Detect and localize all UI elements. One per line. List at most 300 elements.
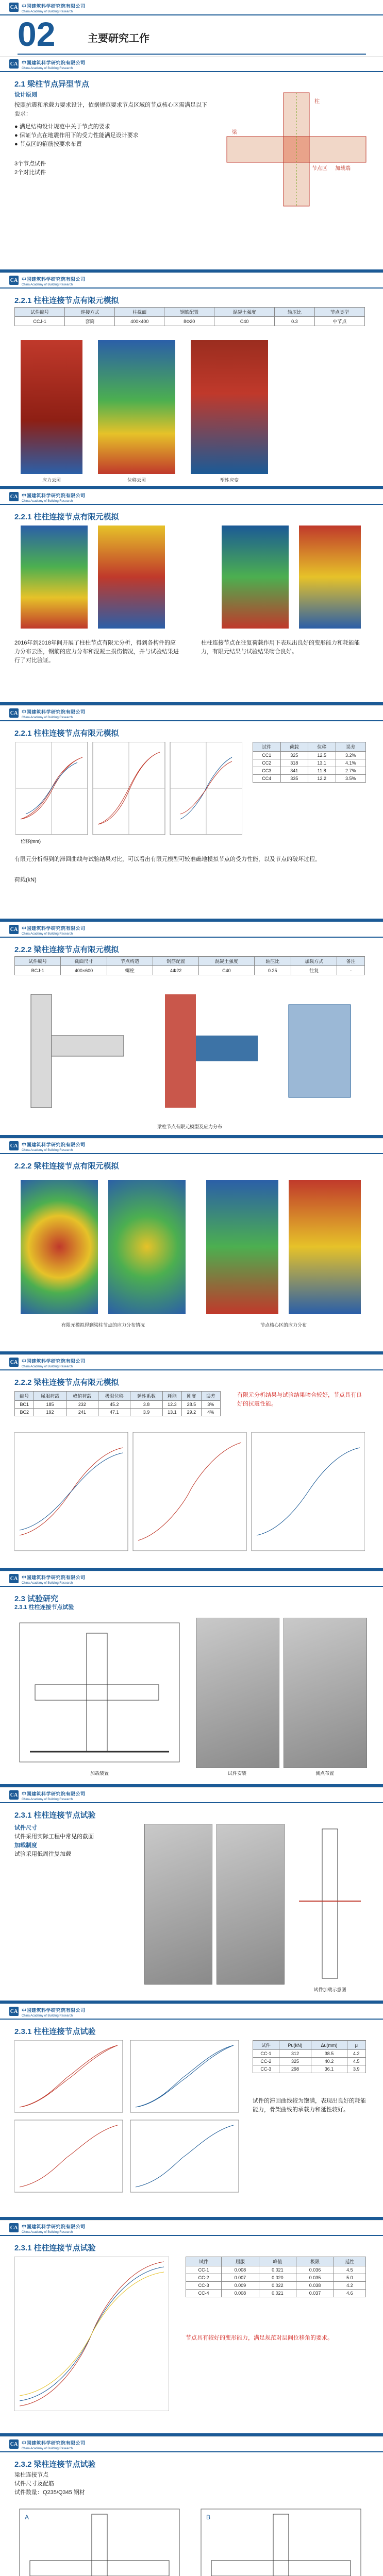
label-a: A — [25, 2514, 29, 2521]
caption-right: 节点核心区的应力分布 — [260, 1323, 307, 1328]
table-cell: 0.035 — [296, 2274, 334, 2282]
header — [0, 273, 383, 289]
table-cell: CC-3 — [186, 2282, 222, 2290]
x-axis-label: 位移(mm) — [21, 839, 41, 844]
chapter-title: 主要研究工作 — [88, 33, 149, 44]
logo-mark: CA — [9, 276, 19, 285]
table-cell: 4Φ22 — [153, 966, 198, 975]
figure-caption: 梁柱节点有限元模型及应力分布 — [157, 1124, 222, 1129]
header — [0, 2221, 383, 2236]
spec-line: 梁柱连接节点 — [14, 2472, 48, 2478]
label-joint: 节点区 — [312, 166, 327, 172]
table-cell: 318 — [280, 759, 308, 767]
param-table — [14, 307, 365, 326]
table-cell: 400×600 — [61, 966, 107, 975]
org-sub: China Academy of Building Research — [22, 283, 73, 286]
slide-title: 2.2.1 柱柱连接节点有限元模拟 — [14, 729, 119, 738]
logo-text-block — [22, 1, 86, 13]
table-header-row — [15, 308, 365, 317]
table-cell: 0.037 — [296, 2290, 334, 2297]
table-header: 节点类型 — [314, 308, 364, 317]
footer-bar — [0, 2001, 383, 2004]
logo-mark: CA — [9, 1141, 19, 1150]
logo-text-block — [22, 1356, 86, 1368]
footer-bar — [0, 486, 383, 489]
table-header: Δu(mm) — [311, 2041, 347, 2050]
slide-title: 2.3.1 柱柱连接节点试验 — [14, 1811, 96, 1820]
table-header: 位移 — [308, 742, 336, 752]
bullet-item: ● 节点区的箍筋按要求布置 — [14, 141, 82, 147]
specimen-drawing-b — [196, 2504, 366, 2576]
text-right: 柱柱连接节点在往复荷载作用下表现出良好的变形能力和耗能能力，有限元结果与试验结果吻合良好。 — [201, 640, 360, 655]
table-header: 轴压比 — [254, 957, 291, 966]
header — [0, 1139, 383, 1154]
logo-text-block — [22, 1789, 86, 1801]
table-header: 柱截面 — [115, 308, 164, 317]
table-cell: 3.5% — [336, 775, 366, 783]
table-header: 延性 — [334, 2257, 365, 2266]
slide-bc-curves — [0, 1355, 383, 1571]
table-cell: 0.008 — [222, 2290, 259, 2297]
slide-test-setup — [0, 1571, 383, 1788]
table-cell: 4.5 — [334, 2266, 365, 2274]
header — [0, 1571, 383, 1587]
test-hysteresis — [14, 2040, 241, 2195]
logo-text-block — [22, 2005, 86, 2018]
table-header: 峰值 — [259, 2257, 296, 2266]
org-sub: China Academy of Building Research — [22, 2231, 73, 2234]
spec-line: 试件采用实际工程中常见的截面 — [14, 1834, 94, 1840]
table-row — [253, 775, 366, 783]
fem-caption-1: 应力云图 — [42, 478, 61, 483]
stress-plot-1 — [21, 1180, 98, 1314]
test-plot-2 — [130, 2040, 239, 2112]
footer-bar — [0, 919, 383, 922]
slide-test-results-1 — [0, 2004, 383, 2221]
sub-heading: 设计原则 — [14, 92, 37, 98]
fem-model-3 — [191, 340, 268, 474]
footer-bar — [0, 2217, 383, 2220]
table-cell: 325 — [280, 752, 308, 759]
org-sub: China Academy of Building Research — [22, 716, 73, 719]
logo-mark: CA — [9, 1358, 19, 1367]
sub-heading: 2.3.1 柱柱连接节点试验 — [14, 1604, 74, 1611]
table-header-row — [253, 742, 366, 752]
setup-photo-2 — [284, 1618, 367, 1768]
table-row — [253, 2065, 366, 2073]
header — [0, 922, 383, 938]
table-cell: 4% — [201, 1409, 220, 1416]
footer-bar — [0, 1784, 383, 1787]
curve-plots — [14, 1432, 365, 1556]
table-header: μ — [347, 2041, 365, 2050]
table-cell: 3% — [201, 1401, 220, 1409]
table-cell: 0.038 — [296, 2282, 334, 2290]
drift-plot — [14, 2257, 169, 2411]
logo-text-block — [22, 490, 86, 503]
label-beam: 梁 — [232, 130, 237, 135]
table-cell: CC3 — [253, 767, 281, 775]
logo-mark: CA — [9, 3, 19, 12]
org-sub: China Academy of Building Research — [22, 1365, 73, 1368]
note-text: 节点具有较好的变形能力，满足规范对层间位移角的要求。 — [186, 2335, 333, 2341]
table-cell: C40 — [214, 317, 275, 326]
table-cell: 232 — [66, 1401, 98, 1409]
table-header: 刚度 — [182, 1392, 201, 1401]
org-sub: China Academy of Building Research — [22, 933, 73, 936]
bullet-list — [14, 123, 210, 149]
plot-3 — [170, 742, 242, 835]
slide-bc-test-specimen — [0, 2437, 383, 2576]
slide-title: 2.2.2 梁柱连接节点有限元模拟 — [14, 945, 119, 954]
table-row — [186, 2266, 366, 2274]
table-cell: 3.2% — [336, 752, 366, 759]
table-cell: 45.2 — [98, 1401, 130, 1409]
bullet-item: ● 保证节点在地震作用下的受力性能满足设计要求 — [14, 132, 139, 139]
logo-mark: CA — [9, 708, 19, 718]
table-cell: 0.021 — [259, 2266, 296, 2274]
spec-line: 试验采用低周往复加载 — [14, 1851, 71, 1857]
caption-2: 试件安装 — [227, 1771, 246, 1776]
fem-model-2 — [98, 340, 175, 474]
label-column: 柱 — [314, 99, 320, 105]
table-cell: 13.1 — [308, 759, 336, 767]
table-row — [186, 2282, 366, 2290]
fem-caption-3: 塑性应变 — [220, 478, 239, 483]
table-cell: 3.8 — [130, 1401, 162, 1409]
table-cell: 8Φ20 — [164, 317, 214, 326]
y-axis-label: 荷载(kN) — [14, 877, 37, 883]
table-header-row — [186, 2257, 366, 2266]
table-header-row — [15, 1392, 221, 1401]
bullet-item: ● 满足结构设计规范中关于节点的要求 — [14, 124, 110, 130]
logo-mark: CA — [9, 1790, 19, 1800]
table-header: 轴压比 — [274, 308, 314, 317]
stress-plot-4 — [289, 1180, 361, 1314]
slide-test-specimen — [0, 1788, 383, 2004]
logo-mark: CA — [9, 2439, 19, 2449]
table-header-row — [253, 2041, 366, 2050]
table-cell: 4.2 — [347, 2050, 365, 2058]
table-header: 试件编号 — [15, 308, 65, 317]
org-name: 中国建筑科学研究院有限公司 — [22, 709, 86, 715]
logo-text-block — [22, 58, 86, 70]
table-cell: CCJ-1 — [15, 317, 65, 326]
org-sub: China Academy of Building Research — [22, 1149, 73, 1152]
org-sub: China Academy of Building Research — [22, 500, 73, 503]
table-header: 截面尺寸 — [61, 957, 107, 966]
note-item: 2个对比试件 — [14, 170, 46, 176]
table-cell: 325 — [279, 2058, 311, 2065]
table-header: 加载方式 — [291, 957, 337, 966]
footer-bar — [0, 702, 383, 705]
text-left: 2016年到2018年间开展了柱柱节点有限元分析，得到各构件的应力分布云图，钢筋的应力分布和混凝土损伤情况，并与试验结果进行了对比验证。 — [14, 640, 179, 664]
table-header: 屈服 — [222, 2257, 259, 2266]
table-cell: 中节点 — [314, 317, 364, 326]
table-cell: 5.0 — [334, 2274, 365, 2282]
table-header: 极限 — [296, 2257, 334, 2266]
table-row — [253, 2058, 366, 2065]
load-diagram — [294, 1824, 366, 1984]
table-cell: 40.2 — [311, 2058, 347, 2065]
header — [0, 0, 383, 15]
org-sub: China Academy of Building Research — [22, 1582, 73, 1585]
cover-divider — [18, 54, 366, 55]
table-cell: 0.3 — [274, 317, 314, 326]
specimen-photo-2 — [217, 1824, 285, 1985]
table-cell: 29.2 — [182, 1409, 201, 1416]
table-cell: 298 — [279, 2065, 311, 2073]
spec-line: 试件尺寸及配筋 — [14, 2481, 54, 2487]
slide-title: 2.2.2 梁柱连接节点有限元模拟 — [14, 1378, 119, 1387]
table-cell: 0.009 — [222, 2282, 259, 2290]
slide-beam-column-fem — [0, 922, 383, 1139]
logo-mark: CA — [9, 1574, 19, 1583]
table-cell: CC-4 — [186, 2290, 222, 2297]
header — [0, 706, 383, 721]
table-row — [253, 759, 366, 767]
logo-text-block — [22, 1140, 86, 1152]
table-row — [15, 966, 365, 975]
note-item: 3个节点试件 — [14, 161, 46, 167]
table-cell: CC-3 — [253, 2065, 279, 2073]
table-header: 连接方式 — [65, 308, 115, 317]
table-header: 延性系数 — [130, 1392, 162, 1401]
header — [0, 1788, 383, 1803]
table-cell: 0.036 — [296, 2266, 334, 2274]
table-cell: 0.008 — [222, 2266, 259, 2274]
table-header: 备注 — [337, 957, 365, 966]
slide-title: 2.3.1 柱柱连接节点试验 — [14, 2244, 96, 2252]
table-cell: 4.6 — [334, 2290, 365, 2297]
org-sub: China Academy of Building Research — [22, 10, 73, 13]
logo-text-block — [22, 274, 86, 286]
spec-text — [14, 1824, 133, 1859]
table-cell: 312 — [279, 2050, 311, 2058]
logo-mark: CA — [9, 2223, 19, 2232]
cover-slide — [0, 0, 383, 57]
table-cell: 0.25 — [254, 966, 291, 975]
org-name: 中国建筑科学研究院有限公司 — [22, 493, 86, 498]
header — [0, 1355, 383, 1370]
table-header: 节点构造 — [107, 957, 153, 966]
table-cell: 12.2 — [308, 775, 336, 783]
footer-bar — [0, 269, 383, 273]
table-row — [253, 2050, 366, 2058]
caption-1: 加载装置 — [90, 1771, 109, 1776]
chapter-number: 02 — [18, 15, 56, 53]
footer-bar — [0, 1351, 383, 1354]
footer-bar — [0, 2433, 383, 2436]
table-cell: 12.5 — [308, 752, 336, 759]
slide-hysteresis — [0, 706, 383, 922]
logo-mark: CA — [9, 492, 19, 501]
logo-text-block — [22, 2222, 86, 2234]
setup-photo-1 — [196, 1618, 279, 1768]
fem-contour-3 — [222, 526, 289, 629]
slide-title: 2.2.2 梁柱连接节点有限元模拟 — [14, 1162, 119, 1171]
table-header: 钢筋配置 — [164, 308, 214, 317]
table-header: 误差 — [336, 742, 366, 752]
spec-line: 试件数量：Q235/Q345 钢材 — [14, 2489, 85, 2496]
table-cell: BC1 — [15, 1401, 34, 1409]
org-name: 中国建筑科学研究院有限公司 — [22, 926, 86, 931]
org-name: 中国建筑科学研究院有限公司 — [22, 4, 86, 9]
table-cell: 185 — [34, 1401, 66, 1409]
table-cell: CC-2 — [186, 2274, 222, 2282]
table-cell: C40 — [199, 966, 254, 975]
table-header: 误差 — [201, 1392, 220, 1401]
caption: 试件加载示意图 — [313, 1987, 346, 1992]
table-cell: - — [337, 966, 365, 975]
table-cell: 13.1 — [162, 1409, 181, 1416]
joint-diagram — [222, 88, 371, 211]
table-cell: BC2 — [15, 1409, 34, 1416]
label-b: B — [206, 2514, 211, 2521]
header — [0, 489, 383, 505]
table-row — [15, 1409, 221, 1416]
table-cell: 11.8 — [308, 767, 336, 775]
table-cell: 3.9 — [130, 1409, 162, 1416]
slide-title: 2.2.1 柱柱连接节点有限元模拟 — [14, 513, 119, 521]
table-cell: 4.1% — [336, 759, 366, 767]
results-table — [253, 2040, 366, 2073]
table-cell: CC1 — [253, 752, 281, 759]
slide-test-results-2 — [0, 2221, 383, 2437]
table-cell: 0.021 — [259, 2290, 296, 2297]
table-header: 耗能 — [162, 1392, 181, 1401]
spec-line: 加载制度 — [14, 1842, 37, 1849]
plot-2 — [93, 742, 165, 835]
fem-model-1 — [21, 340, 82, 474]
table-cell: CC-1 — [253, 2050, 279, 2058]
stress-plot-2 — [108, 1180, 186, 1314]
header — [0, 57, 383, 72]
table-cell: BCJ-1 — [15, 966, 61, 975]
table-header-row — [15, 957, 365, 966]
curve-plot-1 — [14, 1432, 128, 1551]
test-plot-3 — [14, 2120, 123, 2192]
bc-diagram — [21, 984, 361, 1118]
table-cell: 0.022 — [259, 2282, 296, 2290]
table-header: 荷载 — [280, 742, 308, 752]
caption-3: 测点布置 — [315, 1771, 334, 1776]
org-name: 中国建筑科学研究院有限公司 — [22, 1791, 86, 1797]
curve-plot-2 — [133, 1432, 246, 1551]
test-plot-1 — [14, 2040, 123, 2112]
logo-text-block — [22, 2438, 86, 2450]
specimen-drawing-a — [14, 2504, 185, 2576]
spec-line: 试件尺寸 — [14, 1825, 37, 1831]
stress-plot-3 — [206, 1180, 278, 1314]
org-name: 中国建筑科学研究院有限公司 — [22, 1359, 86, 1364]
table-cell: 47.1 — [98, 1409, 130, 1416]
table-header: 混凝土强度 — [199, 957, 254, 966]
fem-caption-2: 位移云图 — [127, 478, 146, 483]
results-table — [14, 1391, 221, 1416]
table-row — [15, 317, 365, 326]
slide-title: 2.2.1 柱柱连接节点有限元模拟 — [14, 296, 119, 305]
slide-title: 2.3.1 柱柱连接节点试验 — [14, 2027, 96, 2036]
table-cell: 28.5 — [182, 1401, 201, 1409]
table-header: 试件 — [253, 742, 281, 752]
slide-title: 2.3.2 梁柱连接节点试验 — [14, 2460, 96, 2469]
table-header: 试件 — [186, 2257, 222, 2266]
table-cell: 4.5 — [347, 2058, 365, 2065]
hysteresis-plots — [15, 742, 242, 845]
table-cell: 往复 — [291, 966, 337, 975]
table-cell: CC-2 — [253, 2058, 279, 2065]
table-row — [15, 1401, 221, 1409]
org-name: 中国建筑科学研究院有限公司 — [22, 60, 86, 65]
table-cell: 4.2 — [334, 2282, 365, 2290]
org-name: 中国建筑科学研究院有限公司 — [22, 1575, 86, 1580]
org-sub: China Academy of Building Research — [22, 2447, 73, 2450]
results-table — [253, 742, 366, 783]
fem-contour-2 — [98, 526, 165, 629]
table-header: 混凝土强度 — [214, 308, 275, 317]
drift-table — [186, 2257, 366, 2297]
table-cell: 400×400 — [115, 317, 164, 326]
logo-text-block — [22, 923, 86, 936]
specimen-photo-1 — [144, 1824, 212, 1985]
slide-title: 2.1 梁柱节点异型节点 — [14, 80, 90, 89]
logo-text-block — [22, 1572, 86, 1585]
table-header: 编号 — [15, 1392, 34, 1401]
logo-text-block — [22, 707, 86, 719]
table-header: 试件 — [253, 2041, 279, 2050]
curve-plot-3 — [252, 1432, 365, 1551]
table-row — [186, 2274, 366, 2282]
table-header: 屈服荷载 — [34, 1392, 66, 1401]
note-text: 有限元分析结果与试验结果吻合较好，节点具有良好的抗震性能。 — [237, 1392, 362, 1407]
table-row — [186, 2290, 366, 2297]
slide-title: 2.3 试验研究 — [14, 1595, 59, 1603]
table-cell: CC4 — [253, 775, 281, 783]
table-cell: 0.020 — [259, 2274, 296, 2282]
setup-drawing — [14, 1618, 185, 1767]
slide-fem-results — [0, 489, 383, 706]
org-sub: China Academy of Building Research — [22, 1798, 73, 1801]
header — [0, 2004, 383, 2020]
org-name: 中国建筑科学研究院有限公司 — [22, 1142, 86, 1147]
conclusion-text: 有限元分析得到的滞回曲线与试验结果对比，可以看出有限元模型可较准确地模拟节点的受力性能，以及节点的破坏过程。 — [14, 856, 321, 862]
slide-bc-stress — [0, 1139, 383, 1355]
table-cell: CC-1 — [186, 2266, 222, 2274]
table-header: 极限位移 — [98, 1392, 130, 1401]
intro-text: 按照抗震和承载力要求设计，依据规范要求节点区域的节点核心区需满足以下要求： — [14, 102, 207, 117]
plot-1 — [15, 742, 88, 835]
footer-bar — [0, 1568, 383, 1571]
table-cell: 192 — [34, 1409, 66, 1416]
org-name: 中国建筑科学研究院有限公司 — [22, 2441, 86, 2446]
logo-mark: CA — [9, 59, 19, 69]
table-cell: 3.9 — [347, 2065, 365, 2073]
org-sub: China Academy of Building Research — [22, 2014, 73, 2018]
header — [0, 2437, 383, 2452]
caption-left: 有限元模拟得到梁柱节点的应力分布情况 — [61, 1323, 145, 1328]
org-sub: China Academy of Building Research — [22, 67, 73, 70]
table-cell: 38.5 — [311, 2050, 347, 2058]
table-row — [253, 767, 366, 775]
table-cell: 螺栓 — [107, 966, 153, 975]
org-name: 中国建筑科学研究院有限公司 — [22, 277, 86, 282]
fem-contour-4 — [299, 526, 361, 629]
table-cell: 2.7% — [336, 767, 366, 775]
slide-design-principles — [0, 57, 383, 273]
test-plot-4 — [130, 2120, 239, 2192]
table-cell: 335 — [280, 775, 308, 783]
